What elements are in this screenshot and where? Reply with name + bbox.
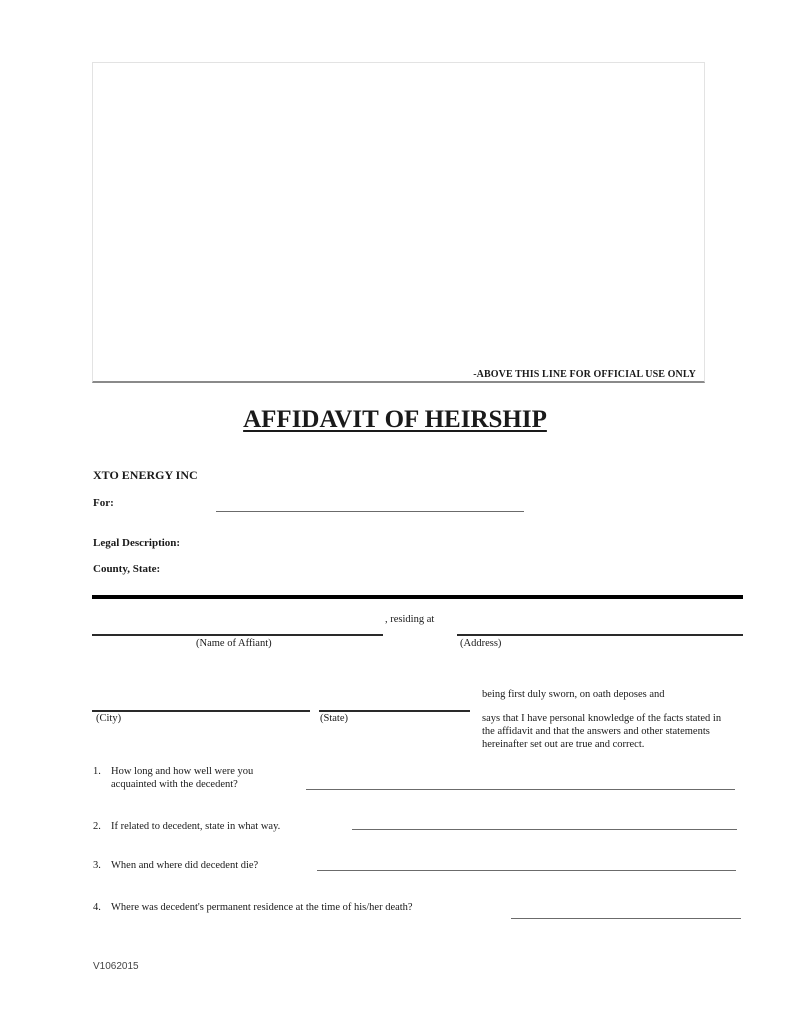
statement-line: the affidavit and that the answers and other statements — [482, 726, 710, 737]
affiant-statement — [482, 712, 762, 751]
for-field[interactable] — [216, 511, 524, 512]
sworn-text: being first duly sworn, on oath deposes and — [482, 689, 665, 700]
answer-3-field[interactable] — [317, 870, 736, 871]
county-state-label: County, State: — [93, 563, 161, 575]
official-use-box — [92, 62, 705, 383]
affiant-city-caption: (City) — [96, 713, 122, 724]
answer-1-field[interactable] — [306, 789, 735, 790]
affiant-address-field[interactable] — [457, 634, 743, 636]
question-number: 3. — [93, 860, 101, 871]
affiant-state-caption: (State) — [320, 713, 348, 724]
legal-description-label: Legal Description: — [93, 537, 181, 549]
question-text: Where was decedent's permanent residence at the time of his/her death? — [111, 902, 413, 913]
question-2 — [93, 820, 280, 833]
question-3 — [93, 859, 258, 872]
question-text: When and where did decedent die? — [111, 860, 259, 871]
affiant-name-caption: (Name of Affiant) — [196, 638, 272, 649]
document-title: AFFIDAVIT OF HEIRSHIP — [243, 406, 547, 433]
affiant-address-caption: (Address) — [460, 638, 502, 649]
statement-line: hereinafter set out are true and correct. — [482, 739, 645, 750]
affiant-city-field[interactable] — [92, 710, 310, 712]
question-number: 4. — [93, 902, 101, 913]
answer-4-field[interactable] — [511, 918, 741, 919]
question-number: 1. — [93, 766, 101, 777]
question-text: How long and how well were you — [111, 766, 254, 777]
question-1 — [93, 765, 253, 791]
company-name: XTO ENERGY INC — [93, 468, 198, 482]
answer-2-field[interactable] — [352, 829, 737, 830]
question-4 — [93, 901, 413, 914]
affiant-name-field[interactable] — [92, 634, 383, 636]
for-label: For: — [93, 497, 114, 509]
section-divider — [92, 595, 743, 599]
question-number: 2. — [93, 821, 101, 832]
statement-line: says that I have personal knowledge of the facts stated in — [482, 713, 722, 724]
residing-at-text: , residing at — [385, 614, 435, 625]
version-code: V1062015 — [93, 961, 139, 972]
question-text: If related to decedent, state in what way. — [111, 821, 281, 832]
question-text: acquainted with the decedent? — [111, 779, 238, 790]
affiant-state-field[interactable] — [319, 710, 470, 712]
official-use-note: -ABOVE THIS LINE FOR OFFICIAL USE ONLY — [473, 369, 696, 380]
